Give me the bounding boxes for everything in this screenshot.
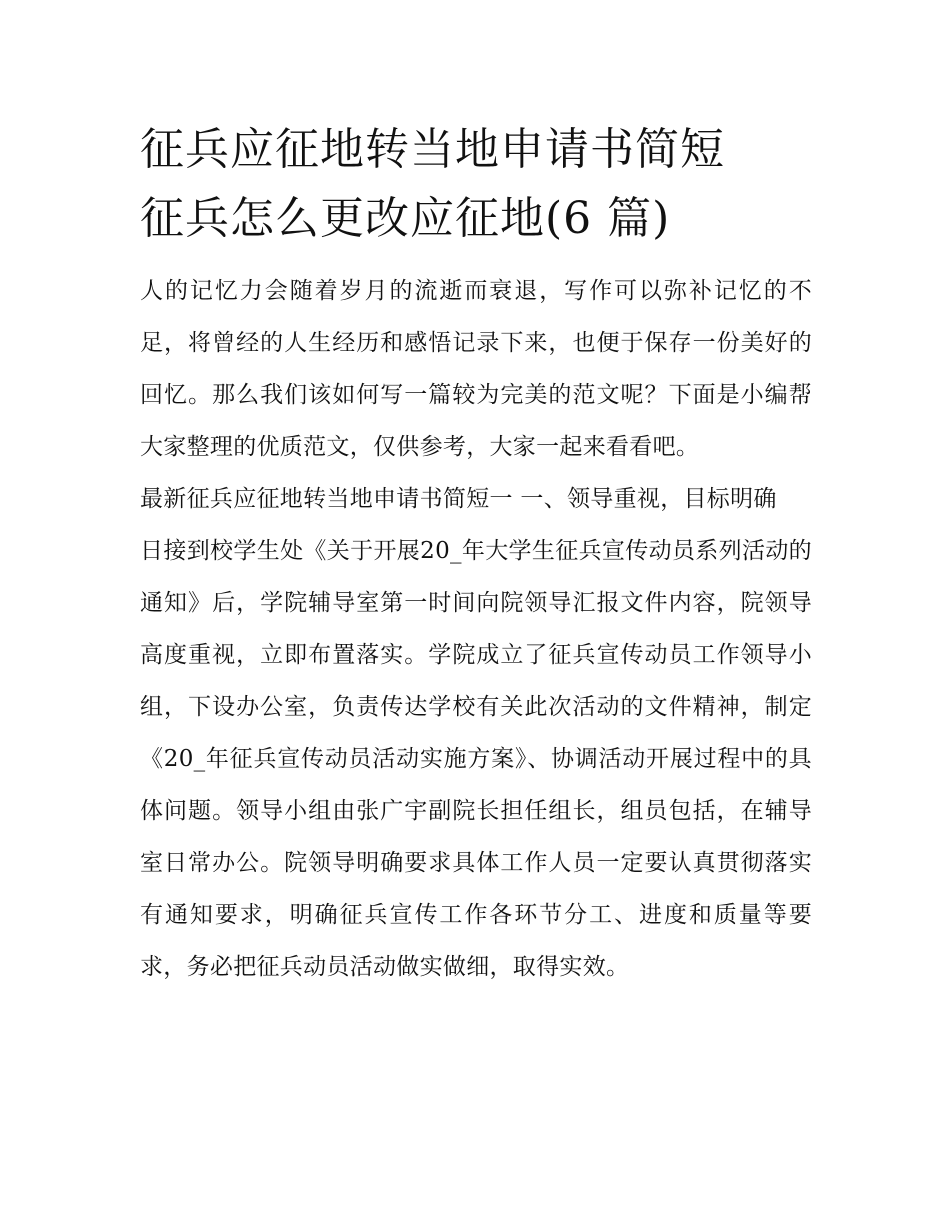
title-line-2: 征兵怎么更改应征地(6 篇) [140, 193, 671, 244]
document-title [140, 115, 812, 253]
body-paragraph: 日接到校学生处《关于开展20_年大学生征兵宣传动员系列活动的通知》后，学院辅导室第一时间向院领导汇报文件内容，院领导高度重视，立即布置落实。学院成立了征兵宣传动员工作领导小组，下设办公室，负责传达学校有关此次活动的文件精神，制定《20_年征兵宣传动员活动实施方案》、协调活动开展过程中的具体问题。领导小组由张广宇副院长担任组长，组员包括，在辅导室日常办公。院领导明确要求具体工作人员一定要认真贯彻落实有通知要求，明确征兵宣传工作各环节分工、进度和质量等要求，务必把征兵动员活动做实做细，取得实效。 [140, 538, 812, 980]
intro-paragraph: 人的记忆力会随着岁月的流逝而衰退，写作可以弥补记忆的不足，将曾经的人生经历和感悟记录下来，也便于保存一份美好的回忆。那么我们该如何写一篇较为完美的范文呢？下面是小编帮大家整理的优质范文，仅供参考，大家一起来看看吧。 [140, 278, 812, 460]
title-line-1: 征兵应征地转当地申请书简短 [140, 124, 725, 175]
section-heading: 最新征兵应征地转当地申请书简短一 一、领导重视，目标明确 [140, 486, 777, 512]
document-content [140, 115, 812, 993]
